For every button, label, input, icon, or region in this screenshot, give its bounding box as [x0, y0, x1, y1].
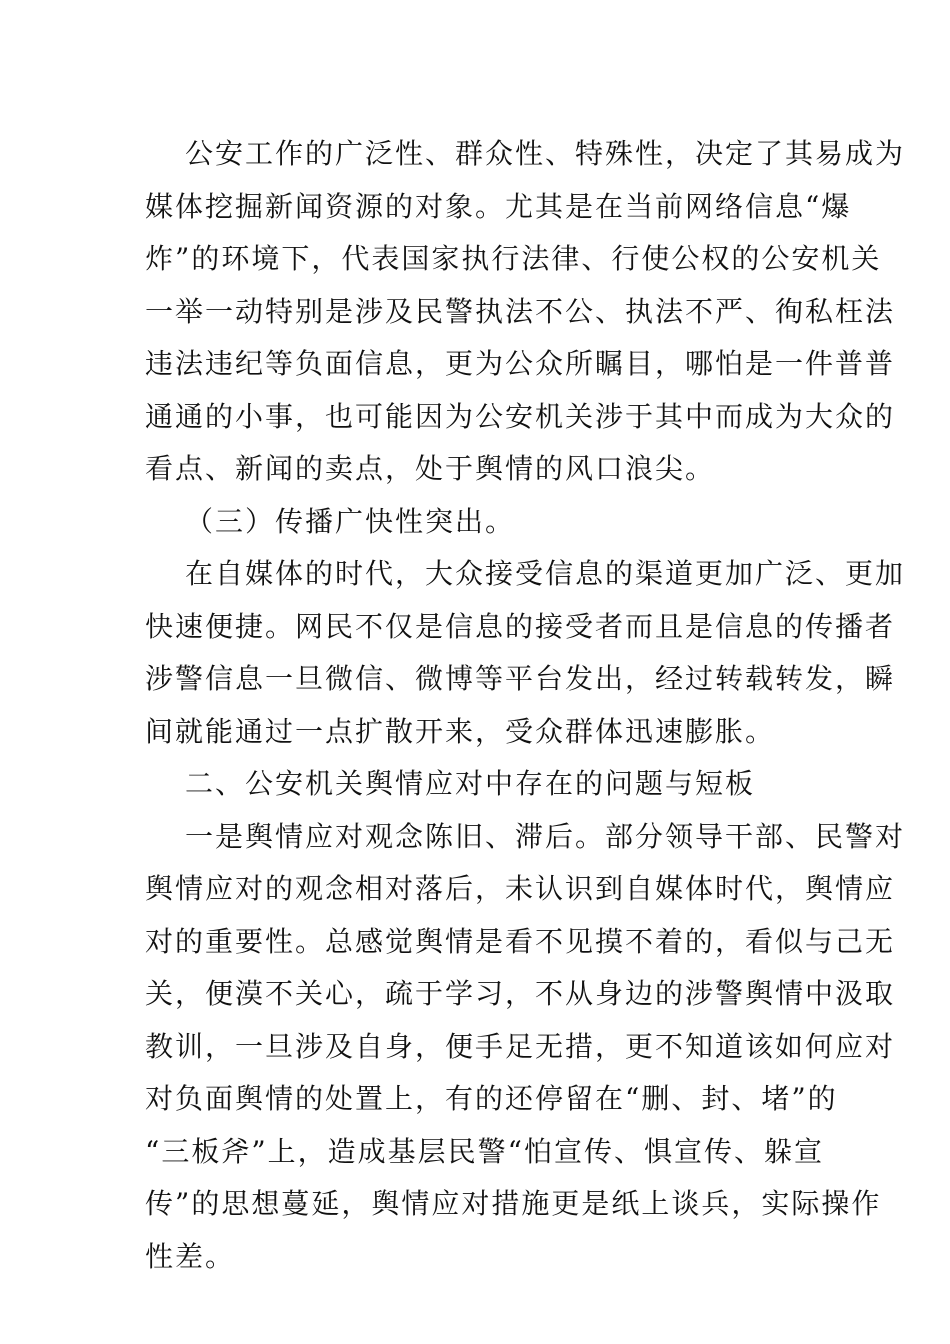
text-line: 一是舆情应对观念陈旧、滞后。部分领导干部、民警对	[185, 819, 906, 853]
text-line: 舆情应对的观念相对落后，未认识到自媒体时代，舆情应	[145, 872, 896, 905]
text-line: 通通的小事，也可能因为公安机关涉于其中而成为大众的	[145, 399, 896, 433]
text-line: 性差。	[145, 1239, 236, 1273]
text-line: “三板斧”上，造成基层民警“怕宣传、惧宣传、躲宣	[145, 1134, 824, 1168]
text-line: 在自媒体的时代，大众接受信息的渠道更加广泛、更加	[185, 557, 906, 590]
section-heading: （三）传播广快性突出。	[185, 504, 516, 538]
text-line: 炸”的环境下，代表国家执行法律、行使公权的公安机关	[145, 242, 882, 275]
section-heading: 二、公安机关舆情应对中存在的问题与短板	[185, 767, 756, 800]
text-line: 媒体挖掘新闻资源的对象。尤其是在当前网络信息“爆	[145, 189, 852, 223]
text-line: 间就能通过一点扩散开来，受众群体迅速膨胀。	[145, 714, 776, 748]
text-line: 一举一动特别是涉及民警执法不公、执法不严、徇私枉法	[145, 294, 896, 328]
body-text	[145, 128, 906, 1283]
text-line: 公安工作的广泛性、群众性、特殊性，决定了其易成为	[185, 137, 906, 170]
text-line: 看点、新闻的卖点，处于舆情的风口浪尖。	[145, 452, 716, 485]
text-line: 教训，一旦涉及自身，便手足无措，更不知道该如何应对	[145, 1029, 896, 1063]
text-line: 对负面舆情的处置上，有的还停留在“删、封、堵”的	[145, 1082, 838, 1115]
text-line: 涉警信息一旦微信、微博等平台发出，经过转载转发，瞬	[145, 662, 896, 695]
text-line: 违法违纪等负面信息，更为公众所瞩目，哪怕是一件普普	[145, 347, 896, 380]
text-line: 传”的思想蔓延，舆情应对措施更是纸上谈兵，实际操作	[145, 1187, 882, 1220]
text-line: 对的重要性。总感觉舆情是看不见摸不着的，看似与己无	[145, 924, 896, 958]
text-line: 关，便漠不关心，疏于学习，不从身边的涉警舆情中汲取	[145, 977, 896, 1010]
text-line: 快速便捷。网民不仅是信息的接受者而且是信息的传播者	[145, 609, 896, 643]
